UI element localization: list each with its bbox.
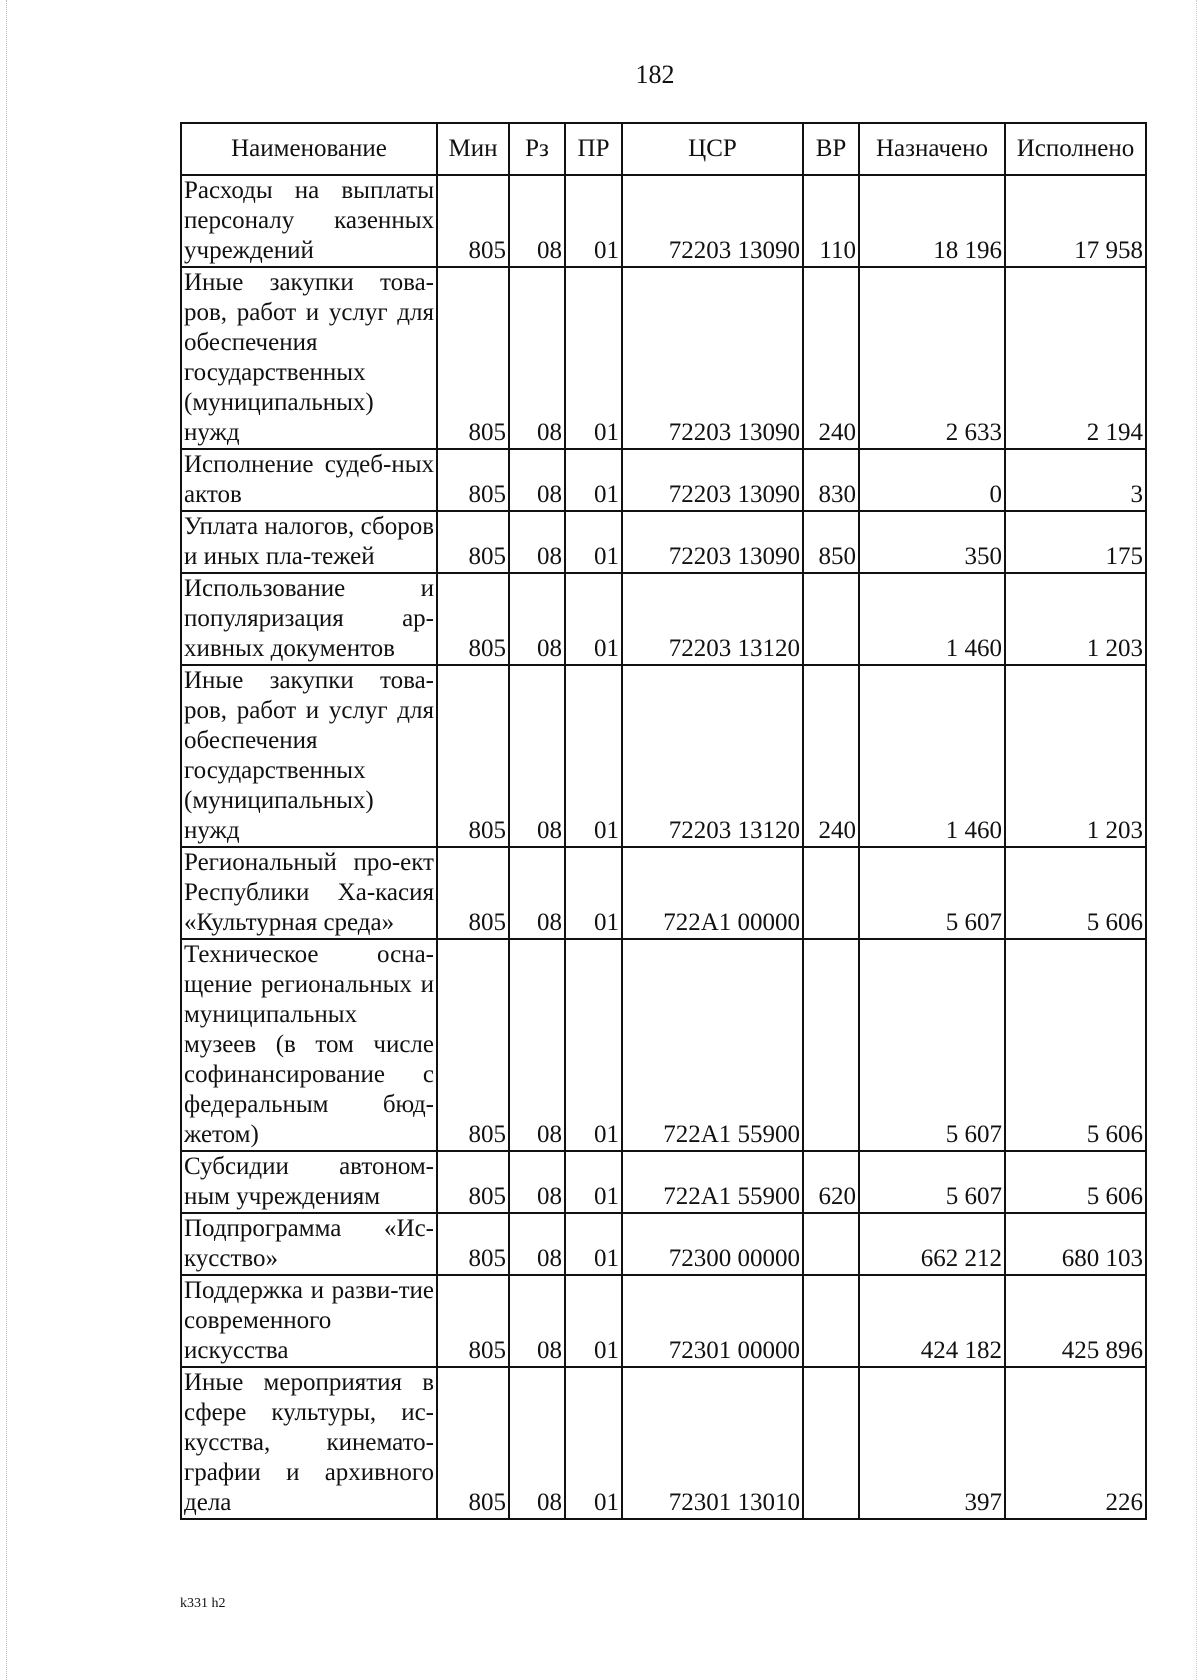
cell-assigned: 1 460 bbox=[859, 665, 1005, 847]
cell-name: Иные закупки това-ров, работ и услуг для обеспечения государственных (муниципальных) нужд bbox=[181, 665, 437, 847]
table-row bbox=[181, 1213, 1146, 1275]
cell-pr: 01 bbox=[565, 573, 622, 665]
cell-executed: 425 896 bbox=[1005, 1275, 1146, 1367]
cell-executed: 175 bbox=[1005, 511, 1146, 573]
cell-pr: 01 bbox=[565, 665, 622, 847]
cell-min: 805 bbox=[437, 449, 509, 511]
cell-name: Исполнение судеб-ных актов bbox=[181, 449, 437, 511]
cell-executed: 1 203 bbox=[1005, 573, 1146, 665]
cell-name: Подпрограмма «Ис-кусство» bbox=[181, 1213, 437, 1275]
cell-csr: 722А1 00000 bbox=[622, 847, 803, 939]
column-header-min: Мин bbox=[437, 123, 509, 175]
cell-pr: 01 bbox=[565, 511, 622, 573]
cell-min: 805 bbox=[437, 175, 509, 267]
cell-min: 805 bbox=[437, 511, 509, 573]
cell-csr: 722А1 55900 bbox=[622, 1151, 803, 1213]
cell-name: Использование и популяризация ар-хивных документов bbox=[181, 573, 437, 665]
cell-executed: 5 606 bbox=[1005, 939, 1146, 1151]
cell-assigned: 1 460 bbox=[859, 573, 1005, 665]
cell-executed: 2 194 bbox=[1005, 267, 1146, 449]
cell-rz: 08 bbox=[509, 449, 565, 511]
footer-code: k331 h2 bbox=[180, 1596, 226, 1611]
cell-vr: 110 bbox=[803, 175, 859, 267]
cell-csr: 72203 13090 bbox=[622, 449, 803, 511]
cell-vr: 620 bbox=[803, 1151, 859, 1213]
cell-executed: 5 606 bbox=[1005, 1151, 1146, 1213]
cell-min: 805 bbox=[437, 1275, 509, 1367]
cell-executed: 5 606 bbox=[1005, 847, 1146, 939]
table-body bbox=[181, 175, 1146, 1519]
cell-name: Субсидии автоном-ным учреждениям bbox=[181, 1151, 437, 1213]
cell-min: 805 bbox=[437, 267, 509, 449]
scan-edge-right bbox=[1196, 0, 1198, 1680]
cell-pr: 01 bbox=[565, 847, 622, 939]
table-row bbox=[181, 175, 1146, 267]
cell-rz: 08 bbox=[509, 1367, 565, 1519]
cell-min: 805 bbox=[437, 1367, 509, 1519]
table-row bbox=[181, 665, 1146, 847]
cell-assigned: 350 bbox=[859, 511, 1005, 573]
cell-vr bbox=[803, 939, 859, 1151]
cell-assigned: 662 212 bbox=[859, 1213, 1005, 1275]
table-row bbox=[181, 1275, 1146, 1367]
cell-name: Иные закупки това-ров, работ и услуг для обеспечения государственных (муниципальных) нужд bbox=[181, 267, 437, 449]
cell-min: 805 bbox=[437, 573, 509, 665]
cell-pr: 01 bbox=[565, 1151, 622, 1213]
cell-assigned: 424 182 bbox=[859, 1275, 1005, 1367]
cell-vr bbox=[803, 1275, 859, 1367]
cell-vr: 240 bbox=[803, 665, 859, 847]
cell-rz: 08 bbox=[509, 1275, 565, 1367]
column-header-vr: ВР bbox=[803, 123, 859, 175]
column-header-name: Наименование bbox=[181, 123, 437, 175]
table-row bbox=[181, 1367, 1146, 1519]
cell-min: 805 bbox=[437, 1213, 509, 1275]
cell-csr: 72300 00000 bbox=[622, 1213, 803, 1275]
cell-pr: 01 bbox=[565, 1213, 622, 1275]
column-header-executed: Исполнено bbox=[1005, 123, 1146, 175]
table-row bbox=[181, 939, 1146, 1151]
cell-assigned: 5 607 bbox=[859, 939, 1005, 1151]
cell-csr: 72203 13120 bbox=[622, 573, 803, 665]
cell-rz: 08 bbox=[509, 573, 565, 665]
cell-vr bbox=[803, 573, 859, 665]
cell-pr: 01 bbox=[565, 449, 622, 511]
cell-name: Уплата налогов, сборов и иных пла-тежей bbox=[181, 511, 437, 573]
cell-min: 805 bbox=[437, 665, 509, 847]
cell-vr bbox=[803, 1213, 859, 1275]
cell-name: Иные мероприятия в сфере культуры, ис-кусства, кинемато-графии и архивного дела bbox=[181, 1367, 437, 1519]
cell-executed: 17 958 bbox=[1005, 175, 1146, 267]
cell-rz: 08 bbox=[509, 175, 565, 267]
cell-executed: 226 bbox=[1005, 1367, 1146, 1519]
cell-rz: 08 bbox=[509, 267, 565, 449]
cell-vr bbox=[803, 847, 859, 939]
table-row bbox=[181, 573, 1146, 665]
column-header-csr: ЦСР bbox=[622, 123, 803, 175]
column-header-pr: ПР bbox=[565, 123, 622, 175]
column-header-assigned: Назначено bbox=[859, 123, 1005, 175]
cell-assigned: 2 633 bbox=[859, 267, 1005, 449]
table-header-row bbox=[181, 123, 1146, 175]
cell-executed: 3 bbox=[1005, 449, 1146, 511]
cell-csr: 72203 13120 bbox=[622, 665, 803, 847]
cell-pr: 01 bbox=[565, 175, 622, 267]
cell-vr: 830 bbox=[803, 449, 859, 511]
page-number: 182 bbox=[635, 60, 675, 89]
cell-min: 805 bbox=[437, 847, 509, 939]
cell-csr: 72301 13010 bbox=[622, 1367, 803, 1519]
cell-name: Техническое осна-щение региональных и муниципальных музеев (в том числе софинансирование с федеральным бюд-жетом) bbox=[181, 939, 437, 1151]
cell-assigned: 18 196 bbox=[859, 175, 1005, 267]
table-row bbox=[181, 267, 1146, 449]
cell-pr: 01 bbox=[565, 1275, 622, 1367]
cell-csr: 72203 13090 bbox=[622, 175, 803, 267]
cell-rz: 08 bbox=[509, 847, 565, 939]
cell-name: Региональный про-ект Республики Ха-касия «Культурная среда» bbox=[181, 847, 437, 939]
cell-rz: 08 bbox=[509, 1151, 565, 1213]
column-header-rz: Рз bbox=[509, 123, 565, 175]
cell-min: 805 bbox=[437, 939, 509, 1151]
cell-csr: 72203 13090 bbox=[622, 511, 803, 573]
cell-rz: 08 bbox=[509, 511, 565, 573]
cell-assigned: 5 607 bbox=[859, 847, 1005, 939]
cell-executed: 680 103 bbox=[1005, 1213, 1146, 1275]
table-row bbox=[181, 449, 1146, 511]
cell-csr: 722А1 55900 bbox=[622, 939, 803, 1151]
cell-pr: 01 bbox=[565, 267, 622, 449]
budget-table bbox=[180, 122, 1147, 1520]
table-row bbox=[181, 511, 1146, 573]
scan-edge-left bbox=[6, 0, 8, 1680]
cell-name: Расходы на выплаты персоналу казенных учреждений bbox=[181, 175, 437, 267]
cell-assigned: 397 bbox=[859, 1367, 1005, 1519]
cell-assigned: 5 607 bbox=[859, 1151, 1005, 1213]
cell-assigned: 0 bbox=[859, 449, 1005, 511]
cell-rz: 08 bbox=[509, 1213, 565, 1275]
cell-csr: 72203 13090 bbox=[622, 267, 803, 449]
cell-rz: 08 bbox=[509, 665, 565, 847]
cell-vr: 240 bbox=[803, 267, 859, 449]
table-row bbox=[181, 847, 1146, 939]
cell-executed: 1 203 bbox=[1005, 665, 1146, 847]
cell-name: Поддержка и разви-тие современного искусства bbox=[181, 1275, 437, 1367]
cell-vr: 850 bbox=[803, 511, 859, 573]
cell-vr bbox=[803, 1367, 859, 1519]
cell-pr: 01 bbox=[565, 1367, 622, 1519]
table-row bbox=[181, 1151, 1146, 1213]
cell-min: 805 bbox=[437, 1151, 509, 1213]
cell-rz: 08 bbox=[509, 939, 565, 1151]
cell-csr: 72301 00000 bbox=[622, 1275, 803, 1367]
cell-pr: 01 bbox=[565, 939, 622, 1151]
